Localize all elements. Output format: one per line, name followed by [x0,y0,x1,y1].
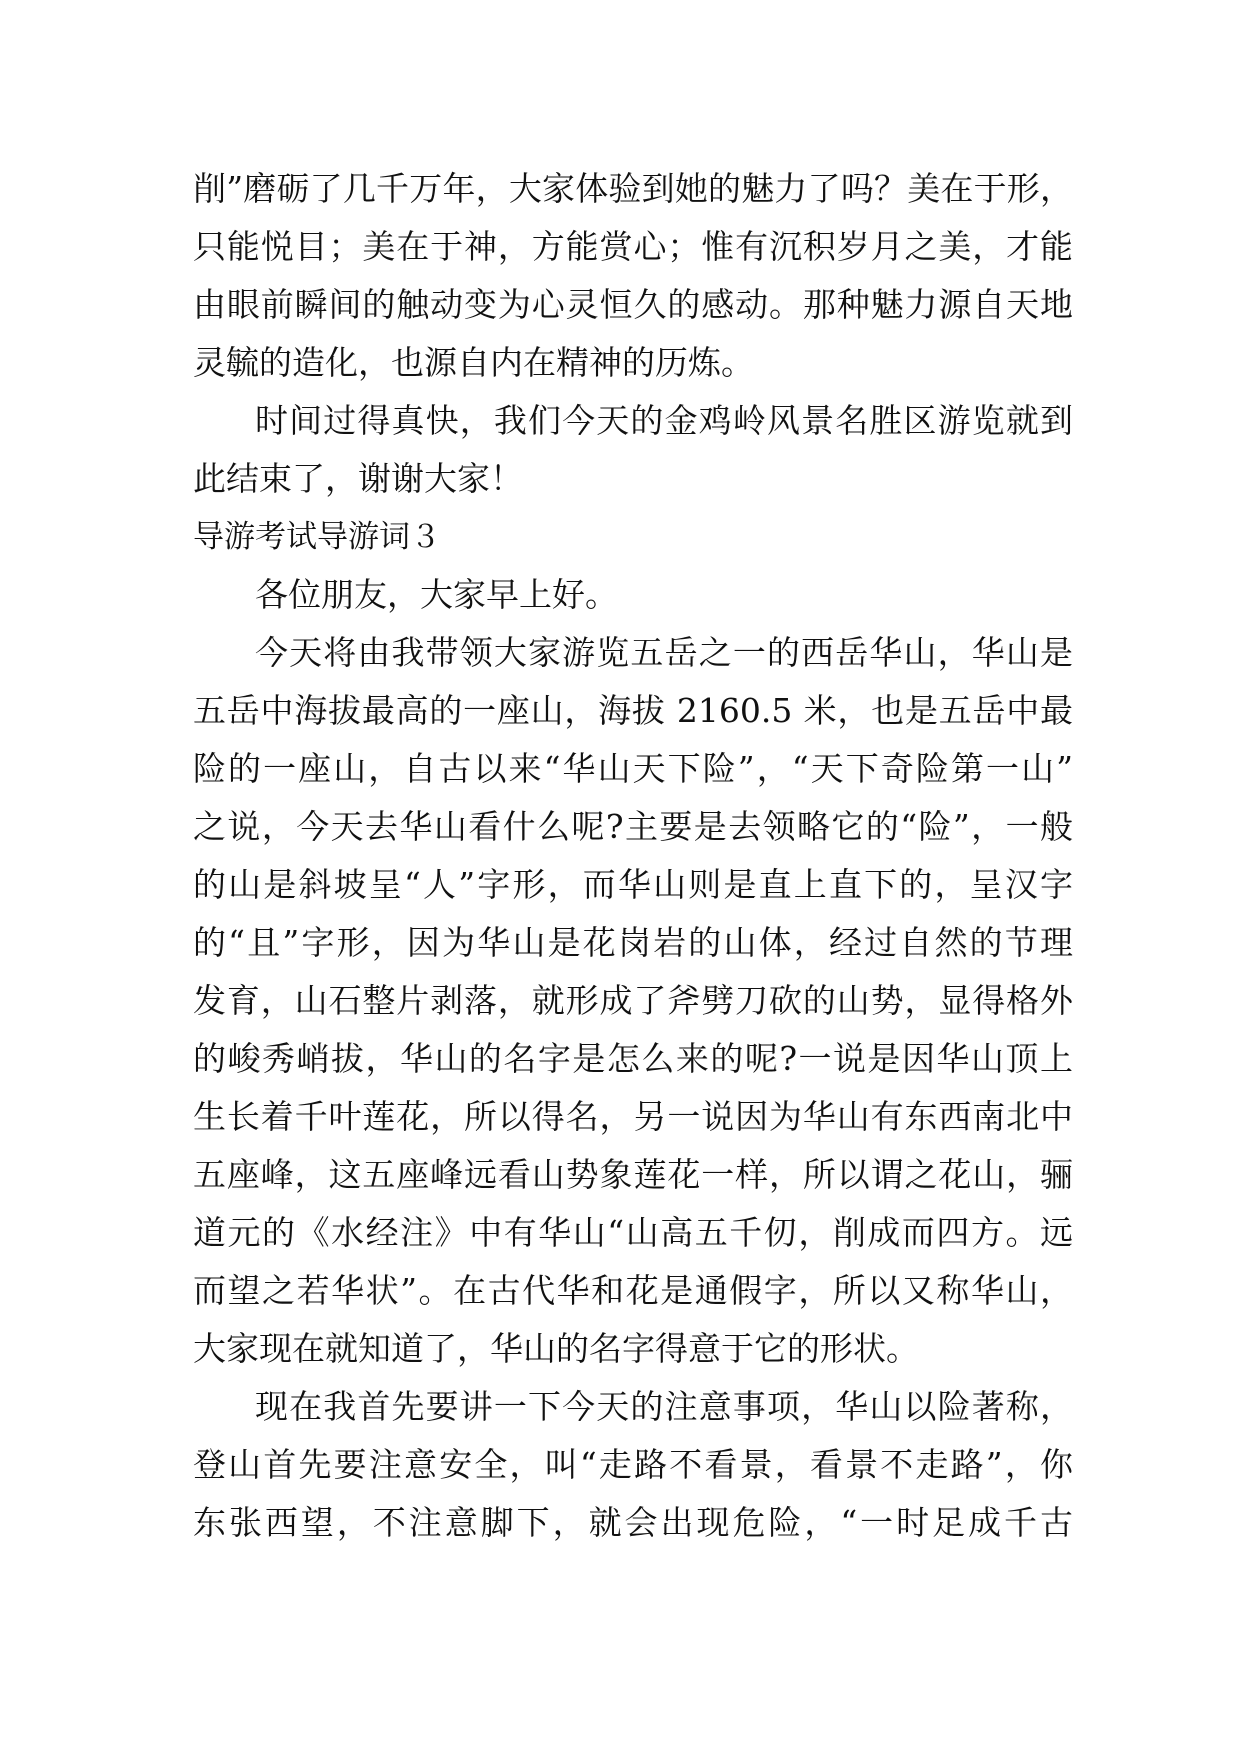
paragraph-line: 险的一座山，自古以来“华山天下险”，“天下奇险第一山” [193,749,1073,788]
paragraph-line: 之说，今天去华山看什么呢?主要是去领略它的“险”，一般 [193,807,1073,846]
paragraph-line: 而望之若华状”。在古代华和花是通假字，所以又称华山， [193,1271,1073,1310]
paragraph-line: 东张西望，不注意脚下，就会出现危险，“一时足成千古 [193,1503,1073,1542]
paragraph-line: 灵毓的造化，也源自内在精神的历炼。 [193,343,754,382]
document-body [193,160,1073,1552]
paragraph-line: 今天将由我带领大家游览五岳之一的西岳华山，华山是 [255,633,1073,672]
paragraph-line: 生长着千叶莲花，所以得名，另一说因为华山有东西南北中 [193,1097,1073,1136]
paragraph-line: 现在我首先要讲一下今天的注意事项，华山以险著称， [255,1387,1073,1426]
paragraph-line: 此结束了，谢谢大家！ [193,459,523,498]
paragraph-line: 的“且”字形，因为华山是花岗岩的山体，经过自然的节理 [193,923,1073,962]
paragraph-line: 五岳中海拔最高的一座山，海拔 2160.5 米，也是五岳中最 [193,691,1073,730]
paragraph-line: 的山是斜坡呈“人”字形，而华山则是直上直下的，呈汉字 [193,865,1073,904]
paragraph-line: 大家现在就知道了，华山的名字得意于它的形状。 [193,1329,919,1368]
paragraph-line: 由眼前瞬间的触动变为心灵恒久的感动。那种魅力源自天地 [193,285,1073,324]
paragraph-line: 各位朋友，大家早上好。 [255,575,618,614]
paragraph-line: 时间过得真快，我们今天的金鸡岭风景名胜区游览就到 [255,401,1073,440]
paragraph-line: 的峻秀峭拔，华山的名字是怎么来的呢?一说是因华山顶上 [193,1039,1073,1078]
paragraph-line: 只能悦目；美在于神，方能赏心；惟有沉积岁月之美，才能 [193,227,1073,266]
section-heading: 导游考试导游词３ [193,519,441,555]
paragraph-line: 道元的《水经注》中有华山“山高五千仞，削成而四方。远 [193,1213,1073,1252]
paragraph-line: 发育，山石整片剥落，就形成了斧劈刀砍的山势，显得格外 [193,981,1073,1020]
paragraph-line: 削”磨砺了几千万年，大家体验到她的魅力了吗？美在于形， [193,169,1073,208]
paragraph-line: 登山首先要注意安全，叫“走路不看景，看景不走路”，你 [193,1445,1073,1484]
paragraph-line: 五座峰，这五座峰远看山势象莲花一样，所以谓之花山，骊 [193,1155,1073,1194]
